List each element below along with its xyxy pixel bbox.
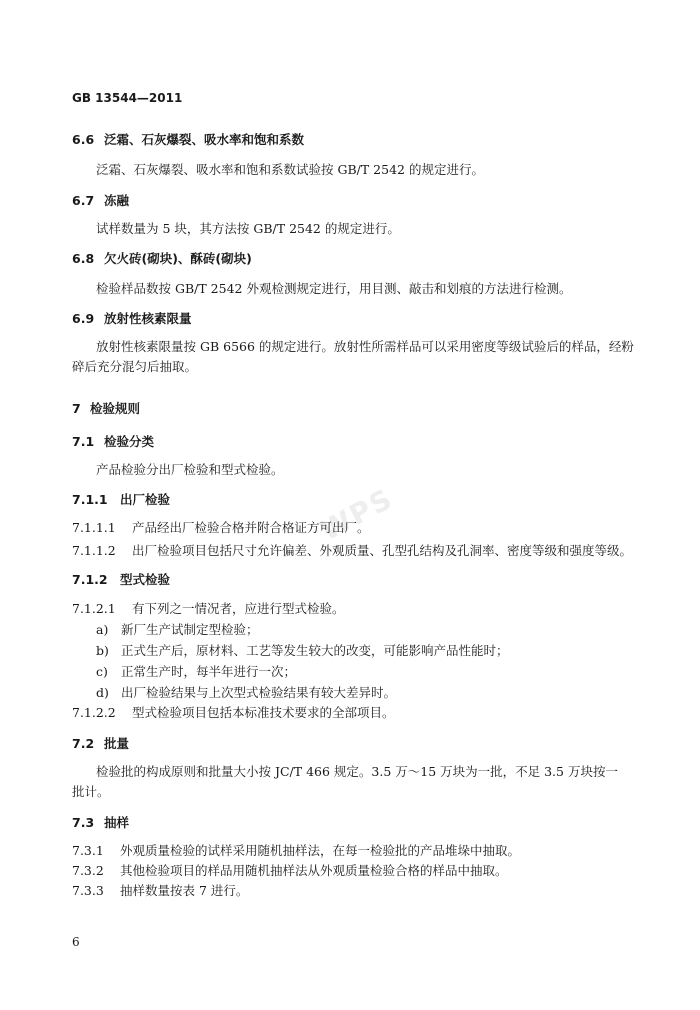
list-text: 正常生产时，每半年进行一次； [121, 664, 297, 679]
section-title: 欠火砖(砌块)、酥砖(砌块) [104, 251, 252, 266]
section-7-1-heading [72, 434, 154, 450]
section-text: 出厂检验项目包括尺寸允许偏差、外观质量、孔型孔结构及孔洞率、密度等级和强度等级。 [132, 543, 633, 558]
section-6-6-text: 泛霜、石灰爆裂、吸水率和饱和系数试验按 GB/T 2542 的规定进行。 [96, 162, 484, 177]
list-item [96, 643, 509, 659]
section-text: 产品经出厂检验合格并附合格证方可出厂。 [132, 520, 370, 535]
section-number: 7.1.1.1 [72, 520, 116, 535]
list-text: 正式生产后，原材料、工艺等发生较大的改变，可能影响产品性能时； [121, 643, 509, 658]
standard-code: GB 13544—2011 [72, 91, 183, 105]
section-number: 7.1.2.1 [72, 601, 116, 616]
wps-watermark: WPS [314, 481, 399, 548]
section-title: 抽样 [104, 815, 130, 830]
section-number: 7.1 [72, 434, 95, 449]
section-6-7-text: 试样数量为 5 块，其方法按 GB/T 2542 的规定进行。 [96, 221, 400, 236]
section-number: 7.1.1 [72, 492, 108, 507]
section-number: 7.3.1 [72, 843, 104, 858]
section-7-3-2 [72, 863, 508, 879]
section-text: 有下列之一情况者，应进行型式检验。 [132, 601, 345, 616]
section-number: 7 [72, 401, 81, 416]
section-7-1-1-2 [72, 543, 632, 559]
list-label: c) [96, 664, 108, 679]
section-7-3-heading [72, 815, 129, 831]
page-number: 6 [72, 935, 80, 949]
section-number: 7.3.2 [72, 863, 104, 878]
section-title: 冻融 [104, 193, 130, 208]
section-number: 7.3 [72, 815, 95, 830]
section-6-6-heading [72, 132, 304, 148]
section-text: 外观质量检验的试样采用随机抽样法，在每一检验批的产品堆垛中抽取。 [120, 843, 521, 858]
list-text: 新厂生产试制定型检验； [121, 622, 259, 637]
section-title: 检验分类 [104, 434, 155, 449]
section-text: 型式检验项目包括本标准技术要求的全部项目。 [132, 705, 395, 720]
section-number: 7.1.1.2 [72, 543, 116, 558]
list-item [96, 664, 296, 680]
list-label: b) [96, 643, 109, 658]
section-7-3-1 [72, 843, 520, 859]
section-title: 批量 [104, 736, 130, 751]
list-item [96, 685, 396, 701]
section-title: 出厂检验 [120, 492, 171, 507]
section-7-1-text: 产品检验分出厂检验和型式检验。 [96, 462, 284, 477]
section-title: 检验规则 [90, 401, 141, 416]
section-6-8-text: 检验样品数按 GB/T 2542 外观检测规定进行，用目测、敲击和划痕的方法进行检测。 [96, 281, 572, 296]
section-7-1-2-1 [72, 601, 345, 617]
section-number: 7.2 [72, 736, 95, 751]
section-7-heading [72, 401, 140, 417]
list-item [96, 622, 259, 638]
section-number: 6.7 [72, 193, 95, 208]
section-number: 7.3.3 [72, 883, 104, 898]
section-7-1-2-2 [72, 705, 395, 721]
section-7-3-3 [72, 883, 248, 899]
section-text: 抽样数量按表 7 进行。 [120, 883, 249, 898]
section-number: 6.6 [72, 132, 95, 147]
list-label: a) [96, 622, 109, 637]
section-6-8-heading [72, 251, 252, 267]
section-number: 7.1.2.2 [72, 705, 116, 720]
list-text: 出厂检验结果与上次型式检验结果有较大差异时。 [121, 685, 397, 700]
section-6-9-text-line1: 放射性核素限量按 GB 6566 的规定进行。放射性所需样品可以采用密度等级试验后的样品，经粉 [96, 339, 634, 354]
section-7-1-2-heading [72, 572, 170, 588]
section-7-1-1-heading [72, 492, 170, 508]
section-number: 7.1.2 [72, 572, 108, 587]
section-6-9-text-line2: 碎后充分混匀后抽取。 [72, 359, 198, 374]
section-6-7-heading [72, 193, 129, 209]
section-title: 型式检验 [120, 572, 171, 587]
list-label: d) [96, 685, 109, 700]
section-7-2-heading [72, 736, 129, 752]
section-6-9-heading [72, 311, 192, 327]
section-number: 6.9 [72, 311, 95, 326]
section-title: 泛霜、石灰爆裂、吸水率和饱和系数 [104, 132, 305, 147]
section-text: 其他检验项目的样品用随机抽样法从外观质量检验合格的样品中抽取。 [120, 863, 508, 878]
section-number: 6.8 [72, 251, 95, 266]
section-title: 放射性核素限量 [104, 311, 192, 326]
section-7-2-text-line1: 检验批的构成原则和批量大小按 JC/T 466 规定。3.5 万～15 万块为一批，不足 3.5 万块按一 [96, 764, 618, 779]
section-7-2-text-line2: 批计。 [72, 784, 110, 799]
